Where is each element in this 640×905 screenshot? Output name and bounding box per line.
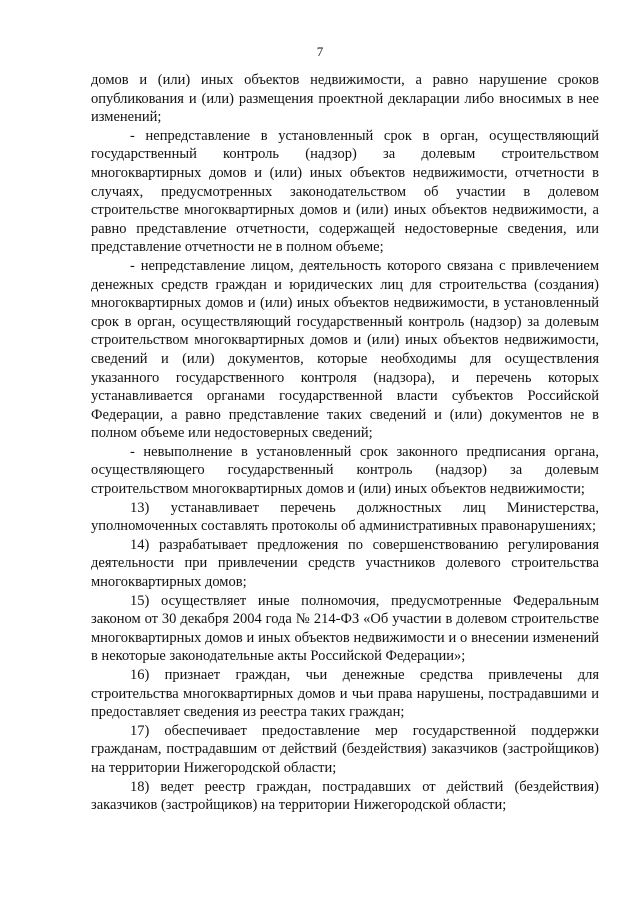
paragraph-item-14: 14) разрабатывает предложения по совершенствованию регулирования деятельности при привлечении средств участников долевого строительства многоквартирных домов; bbox=[91, 536, 599, 591]
page-number: 7 bbox=[316, 44, 324, 59]
paragraph-item-information: - непредставление лицом, деятельность которого связана с привлечением денежных средств граждан и юридических лиц для строительства (создания) многоквартирных домов и (или) иных объектов недвижимости, в установленный срок в орган, осуществляющий государственный контроль (надзор) за долевым строительством многоквартирных домов и (или) иных объектов недвижимости, сведений и (или) документов, которые необходимы для осуществления указанного государственного контроля (надзора), и перечень которых устанавливается органами государственной власти субъектов Российской Федерации, а равно представление таких сведений и (или) документов не в полном объеме или недостоверных сведений; bbox=[91, 257, 599, 442]
paragraph-item-16: 16) признает граждан, чьи денежные средства привлечены для строительства многоквартирных домов и чьи права нарушены, пострадавшими и предоставляет сведения из реестра таких граждан; bbox=[91, 667, 599, 721]
paragraph-item-13: 13) устанавливает перечень должностных лиц Министерства, уполномоченных составлять протоколы об административных правонарушениях; bbox=[91, 499, 599, 535]
paragraph-item-17: 17) обеспечивает предоставление мер государственной поддержки гражданам, пострадавшим от действий (бездействия) заказчиков (застройщиков) на территории Нижегородской области; bbox=[91, 722, 599, 776]
document-body bbox=[91, 71, 599, 815]
paragraph-item-18: 18) ведет реестр граждан, пострадавших от действий (бездействия) заказчиков (застройщиков) на территории Нижегородской области; bbox=[91, 778, 599, 814]
paragraph-item-order-noncompliance: - невыполнение в установленный срок законного предписания органа, осуществляющего государственный контроль (надзор) за долевым строительством многоквартирных домов и (или) иных объектов недвижимости; bbox=[91, 443, 599, 498]
paragraph-continuation: домов и (или) иных объектов недвижимости, а равно нарушение сроков опубликования и (или) размещения проектной декларации либо вносимых в нее изменений; bbox=[91, 72, 599, 126]
paragraph-item-reporting: - непредставление в установленный срок в орган, осуществляющий государственный контроль (надзор) за долевым строительством многоквартирных домов и (или) иных объектов недвижимости, отчетности в случаях, предусмотренных законодательством об участии в долевом строительстве многоквартирных домов и (или) иных объектов недвижимости, а равно представление отчетности, содержащей недостоверные сведения, или представление отчетности не в полном объеме; bbox=[91, 127, 599, 256]
paragraph-item-15: 15) осуществляет иные полномочия, предусмотренные Федеральным законом от 30 декабря 2004 года № 214-ФЗ «Об участии в долевом строительстве многоквартирных домов и иных объектов недвижимости и о внесении изменений в некоторые законодательные акты Российской Федерации»; bbox=[91, 592, 599, 665]
